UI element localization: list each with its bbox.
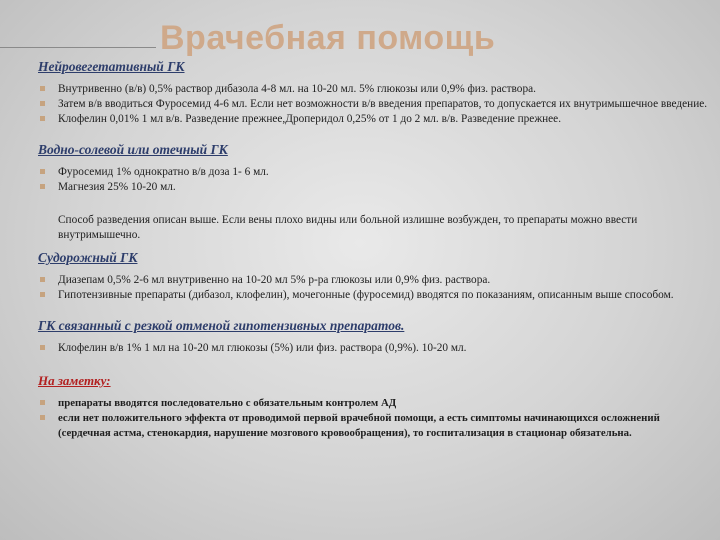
list-item-text: Клофелин 0,01% 1 мл в/в. Разведение прежнее,Дроперидол 0,25% от 1 до 2 мл. в/в. Разведение прежнее. [58, 113, 562, 125]
square-bullet-icon [40, 184, 45, 189]
bullet-list [38, 165, 708, 195]
square-bullet-icon [40, 415, 45, 420]
list-item-text: Внутривенно (в/в) 0,5% раствор дибазола 4-8 мл. на 10-20 мл. 5% глюкозы или 0,9% физ. раствора. [58, 83, 536, 95]
list-item-text: Клофелин в/в 1% 1 мл на 10-20 мл глюкозы (5%) или физ. раствора (0,9%). 10-20 мл. [58, 342, 467, 354]
square-bullet-icon [40, 86, 45, 91]
section-heading: Водно-солевой или отечный ГК [38, 142, 228, 157]
slide-content [38, 58, 708, 441]
square-bullet-icon [40, 169, 45, 174]
section-neurovegetative [38, 58, 708, 127]
section-convulsive [38, 249, 708, 303]
section-heading: ГК связанный с резкой отменой гипотензивных препаратов. [38, 318, 405, 333]
list-item [38, 288, 708, 303]
section-heading: Судорожный ГК [38, 250, 138, 265]
note-heading: На заметку: [38, 373, 111, 388]
slide-title: Врачебная помощь [160, 19, 496, 57]
list-item [38, 97, 708, 112]
bullet-list [38, 396, 708, 441]
bullet-list [38, 341, 708, 356]
square-bullet-icon [40, 277, 45, 282]
square-bullet-icon [40, 345, 45, 350]
list-item-text: препараты вводятся последовательно с обязательным контролем АД [58, 397, 397, 409]
square-bullet-icon [40, 292, 45, 297]
bullet-list [38, 273, 708, 303]
section-water-salt [38, 141, 708, 243]
list-item [38, 165, 708, 180]
list-item [38, 273, 708, 288]
square-bullet-icon [40, 101, 45, 106]
section-heading: Нейровегетативный ГК [38, 59, 185, 74]
bullet-list [38, 82, 708, 127]
list-item [38, 411, 708, 441]
list-item-text: Диазепам 0,5% 2-6 мл внутривенно на 10-20 мл 5% р-ра глюкозы или 0,9% физ. раствора. [58, 274, 491, 286]
list-item-text: Гипотензивные препараты (дибазол, клофелин), мочегонные (фуросемид) вводятся по показаниям, описанным выше способом. [58, 289, 674, 301]
list-item [38, 396, 708, 411]
list-item-text: Фуросемид 1% однократно в/в доза 1- 6 мл. [58, 166, 269, 178]
square-bullet-icon [40, 400, 45, 405]
list-item [38, 341, 708, 356]
list-item [38, 112, 708, 127]
section-withdrawal [38, 317, 708, 356]
list-item [38, 180, 708, 195]
decorative-line [0, 47, 156, 48]
section-note [38, 372, 708, 441]
list-item-text: если нет положительного эффекта от проводимой первой врачебной помощи, а есть симптомы начинающихся осложнений (сердечная астма, стенокардия, нарушение мозгового кровообращения), то госпитализация в стационар обязательна. [58, 412, 660, 439]
list-item-text: Затем в/в вводиться Фуросемид 4-6 мл. Если нет возможности в/в введения препаратов, то допускается их внутримышечное введение. [58, 98, 708, 110]
square-bullet-icon [40, 116, 45, 121]
section-paragraph: Способ разведения описан выше. Если вены плохо видны или больной излишне возбужден, то препараты можно ввести внутримышечно. [58, 214, 638, 241]
list-item-text: Магнезия 25% 10-20 мл. [58, 181, 176, 193]
list-item [38, 82, 708, 97]
